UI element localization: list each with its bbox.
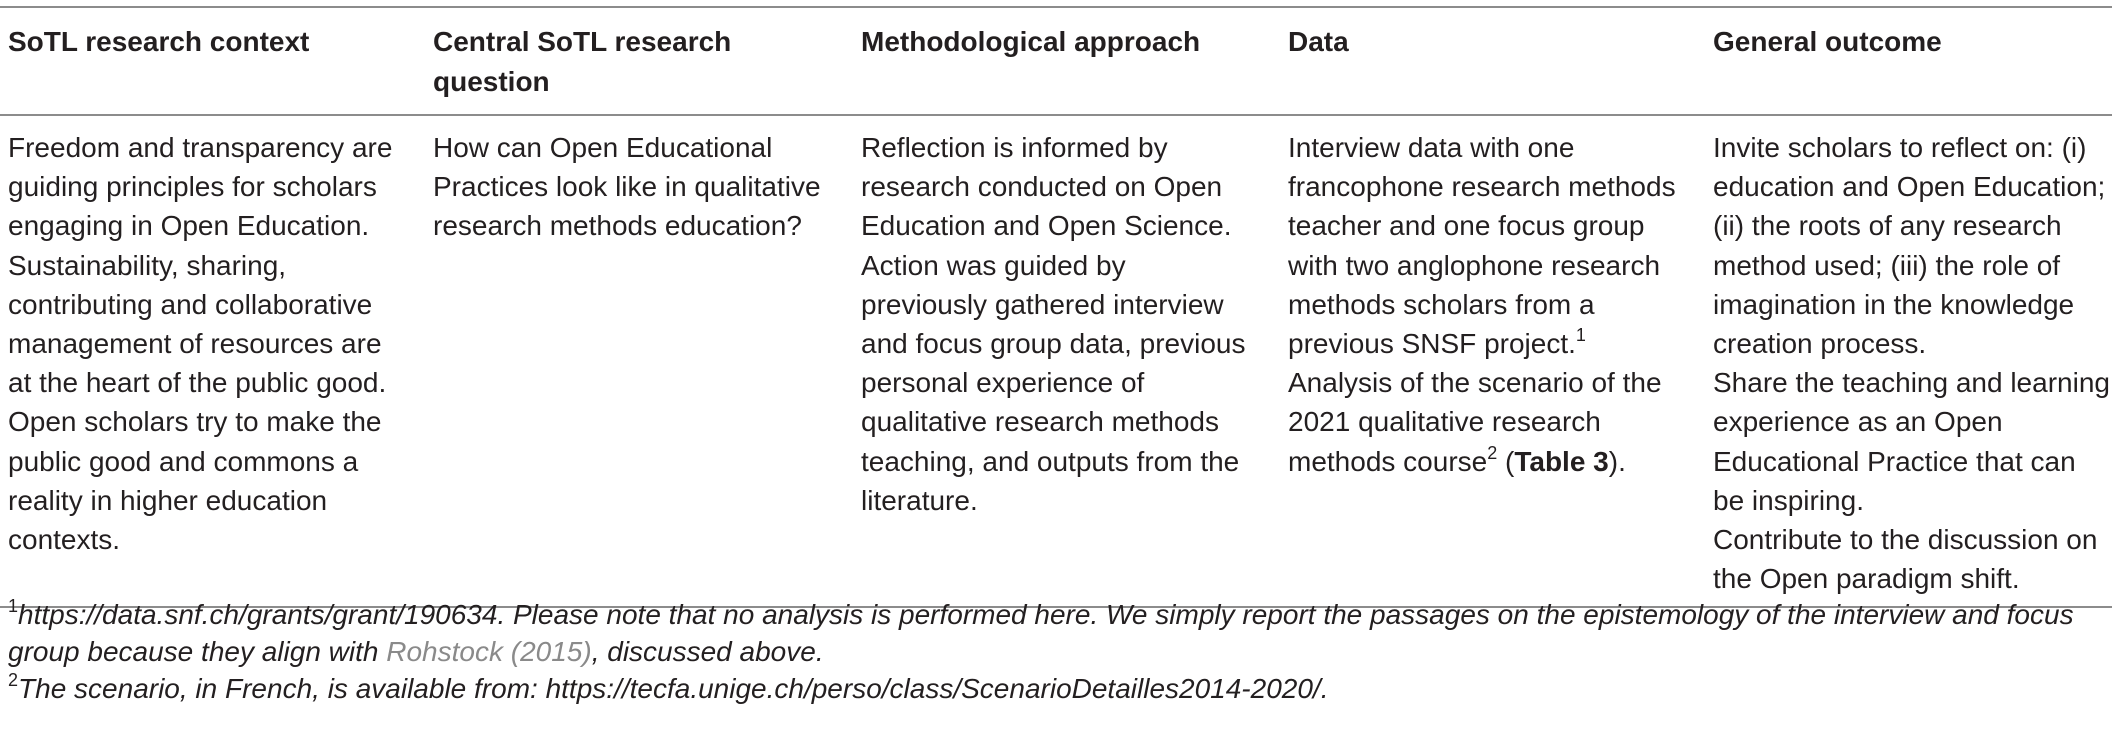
header-central-research-question: Central SoTL research question [425,7,853,115]
table-row [0,115,2112,607]
header-general-outcome: General outcome [1705,7,2112,115]
header-sotl-research-context: SoTL research context [0,7,425,115]
data-line-methods-course: methods course$^2$ (Table 3). [1288,442,1626,477]
table-header-row [0,7,2112,115]
data-line-snsf-project: previous SNSF project.$^1$ [1288,325,1586,360]
cell-research-question: How can Open Educational Practices look like in qualitative research methods education? [425,115,853,607]
cell-general-outcome: Invite scholars to reflect on: (i) education and Open Education; (ii) the roots of any research method used; (iii) the role of imagination in the knowledge creation process. Share the teaching and learning experience as an Open Educational Practice that can be inspiring. Contribute to the discussion on the Open paradigm shift. [1705,115,2112,607]
cell-methodological-approach: Reflection is informed by research conducted on Open Education and Open Science. Action was guided by previously gathered interview and focus group data, previous personal experience of qualitative research methods teaching, and outputs from the literature. [853,115,1280,607]
footnote-1: $^1$https://data.snf.ch/grants/grant/190634. Please note that no analysis is performed here. We simply report the passages on the epistemology of the interview and focus [8,596,2074,630]
table-3-reference-link[interactable]: Table 3 [1514,445,1609,477]
footnote-2: $^2$The scenario, in French, is available from: https://tecfa.unige.ch/perso/class/ScenarioDetailles2014-2020/. [8,670,1329,704]
table-footnotes [8,596,2108,707]
sotl-summary-table [0,6,2112,608]
rohstock-2015-reference-link[interactable]: Rohstock (2015) [386,636,592,667]
footnote-marker-1[interactable]: 1 [1575,325,1586,346]
cell-data: Interview data with one francophone research methods teacher and one focus group with two anglophone research methods scholars from a previous SNSF project.$^1$ Analysis of the scenario of the 2021 qualitative research methods course$^2$ (Table 3). [1280,115,1705,607]
cell-research-context: Freedom and transparency are guiding principles for scholars engaging in Open Education. Sustainability, sharing, contributing and collaborative management of resources are at the heart of the public good. Open scholars try to make the public good and commons a reality in higher education contexts. [0,115,425,607]
header-data: Data [1280,7,1705,115]
footnote-marker-2[interactable]: 2 [1487,442,1498,463]
footnote-1-continued: group because they align with Rohstock (2015), discussed above. [8,636,824,667]
header-methodological-approach: Methodological approach [853,7,1280,115]
